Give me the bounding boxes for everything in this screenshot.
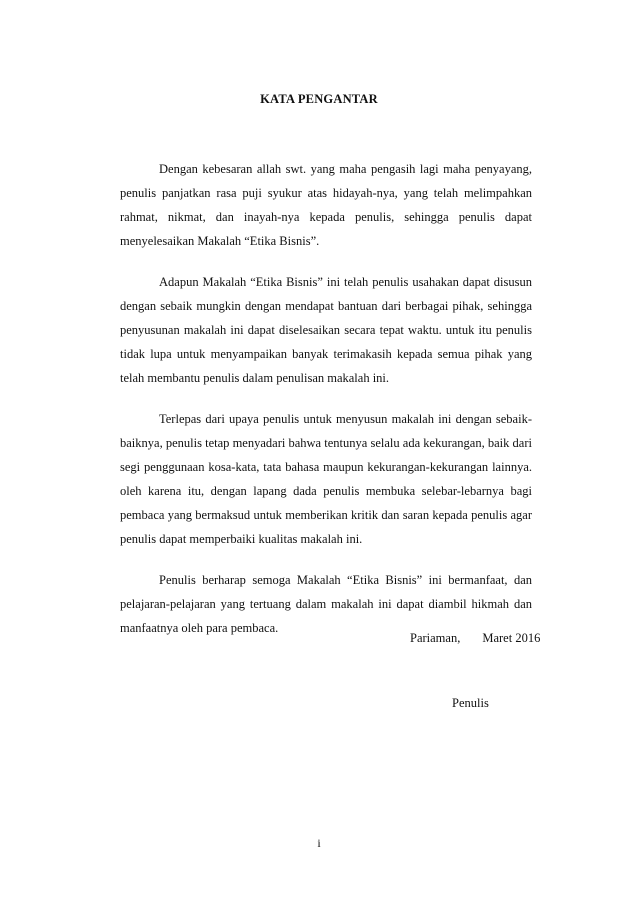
body-text: [120, 157, 532, 640]
paragraph-4: Penulis berharap semoga Makalah “Etika Bisnis” ini bermanfaat, dan pelajaran-pelajaran yang tertuang dalam makalah ini dapat diambil hikmah dan manfaatnya oleh para pembaca.: [120, 573, 532, 635]
paragraph-3: Terlepas dari upaya penulis untuk menyusun makalah ini dengan sebaik-baiknya, penulis tetap menyadari bahwa tentunya selalu ada kekurangan, baik dari segi penggunaan kosa-kata, tata bahasa maupun kekurangan-kekurangan lainnya. oleh karena itu, dengan lapang dada penulis membuka selebar-lebarnya bagi pembaca yang bermaksud untuk memberikan kritik dan saran kepada penulis agar penulis dapat memperbaiki kualitas makalah ini.: [120, 412, 532, 546]
paragraph-2: Adapun Makalah “Etika Bisnis” ini telah penulis usahakan dapat disusun dengan sebaik mungkin dengan mendapat bantuan dari berbagai pihak, sehingga penyusunan makalah ini dapat diselesaikan secara tepat waktu. untuk itu penulis tidak lupa untuk menyampaikan banyak terimakasih kepada semua pihak yang telah membantu penulis dalam penulisan makalah ini.: [120, 275, 532, 385]
page-number: i: [317, 836, 321, 850]
place-date-line: [410, 631, 540, 646]
place-text: Pariaman,: [410, 631, 461, 645]
paragraph-1: Dengan kebesaran allah swt. yang maha pengasih lagi maha penyayang, penulis panjatkan rasa puji syukur atas hidayah-nya, yang telah melimpahkan rahmat, nikmat, dan inayah-nya kepada penulis, sehingga penulis dapat menyelesaikan Makalah “Etika Bisnis”.: [120, 162, 532, 248]
date-text: Maret 2016: [482, 631, 541, 645]
page-title: KATA PENGANTAR: [260, 92, 378, 106]
signer-name: Penulis: [452, 696, 489, 710]
